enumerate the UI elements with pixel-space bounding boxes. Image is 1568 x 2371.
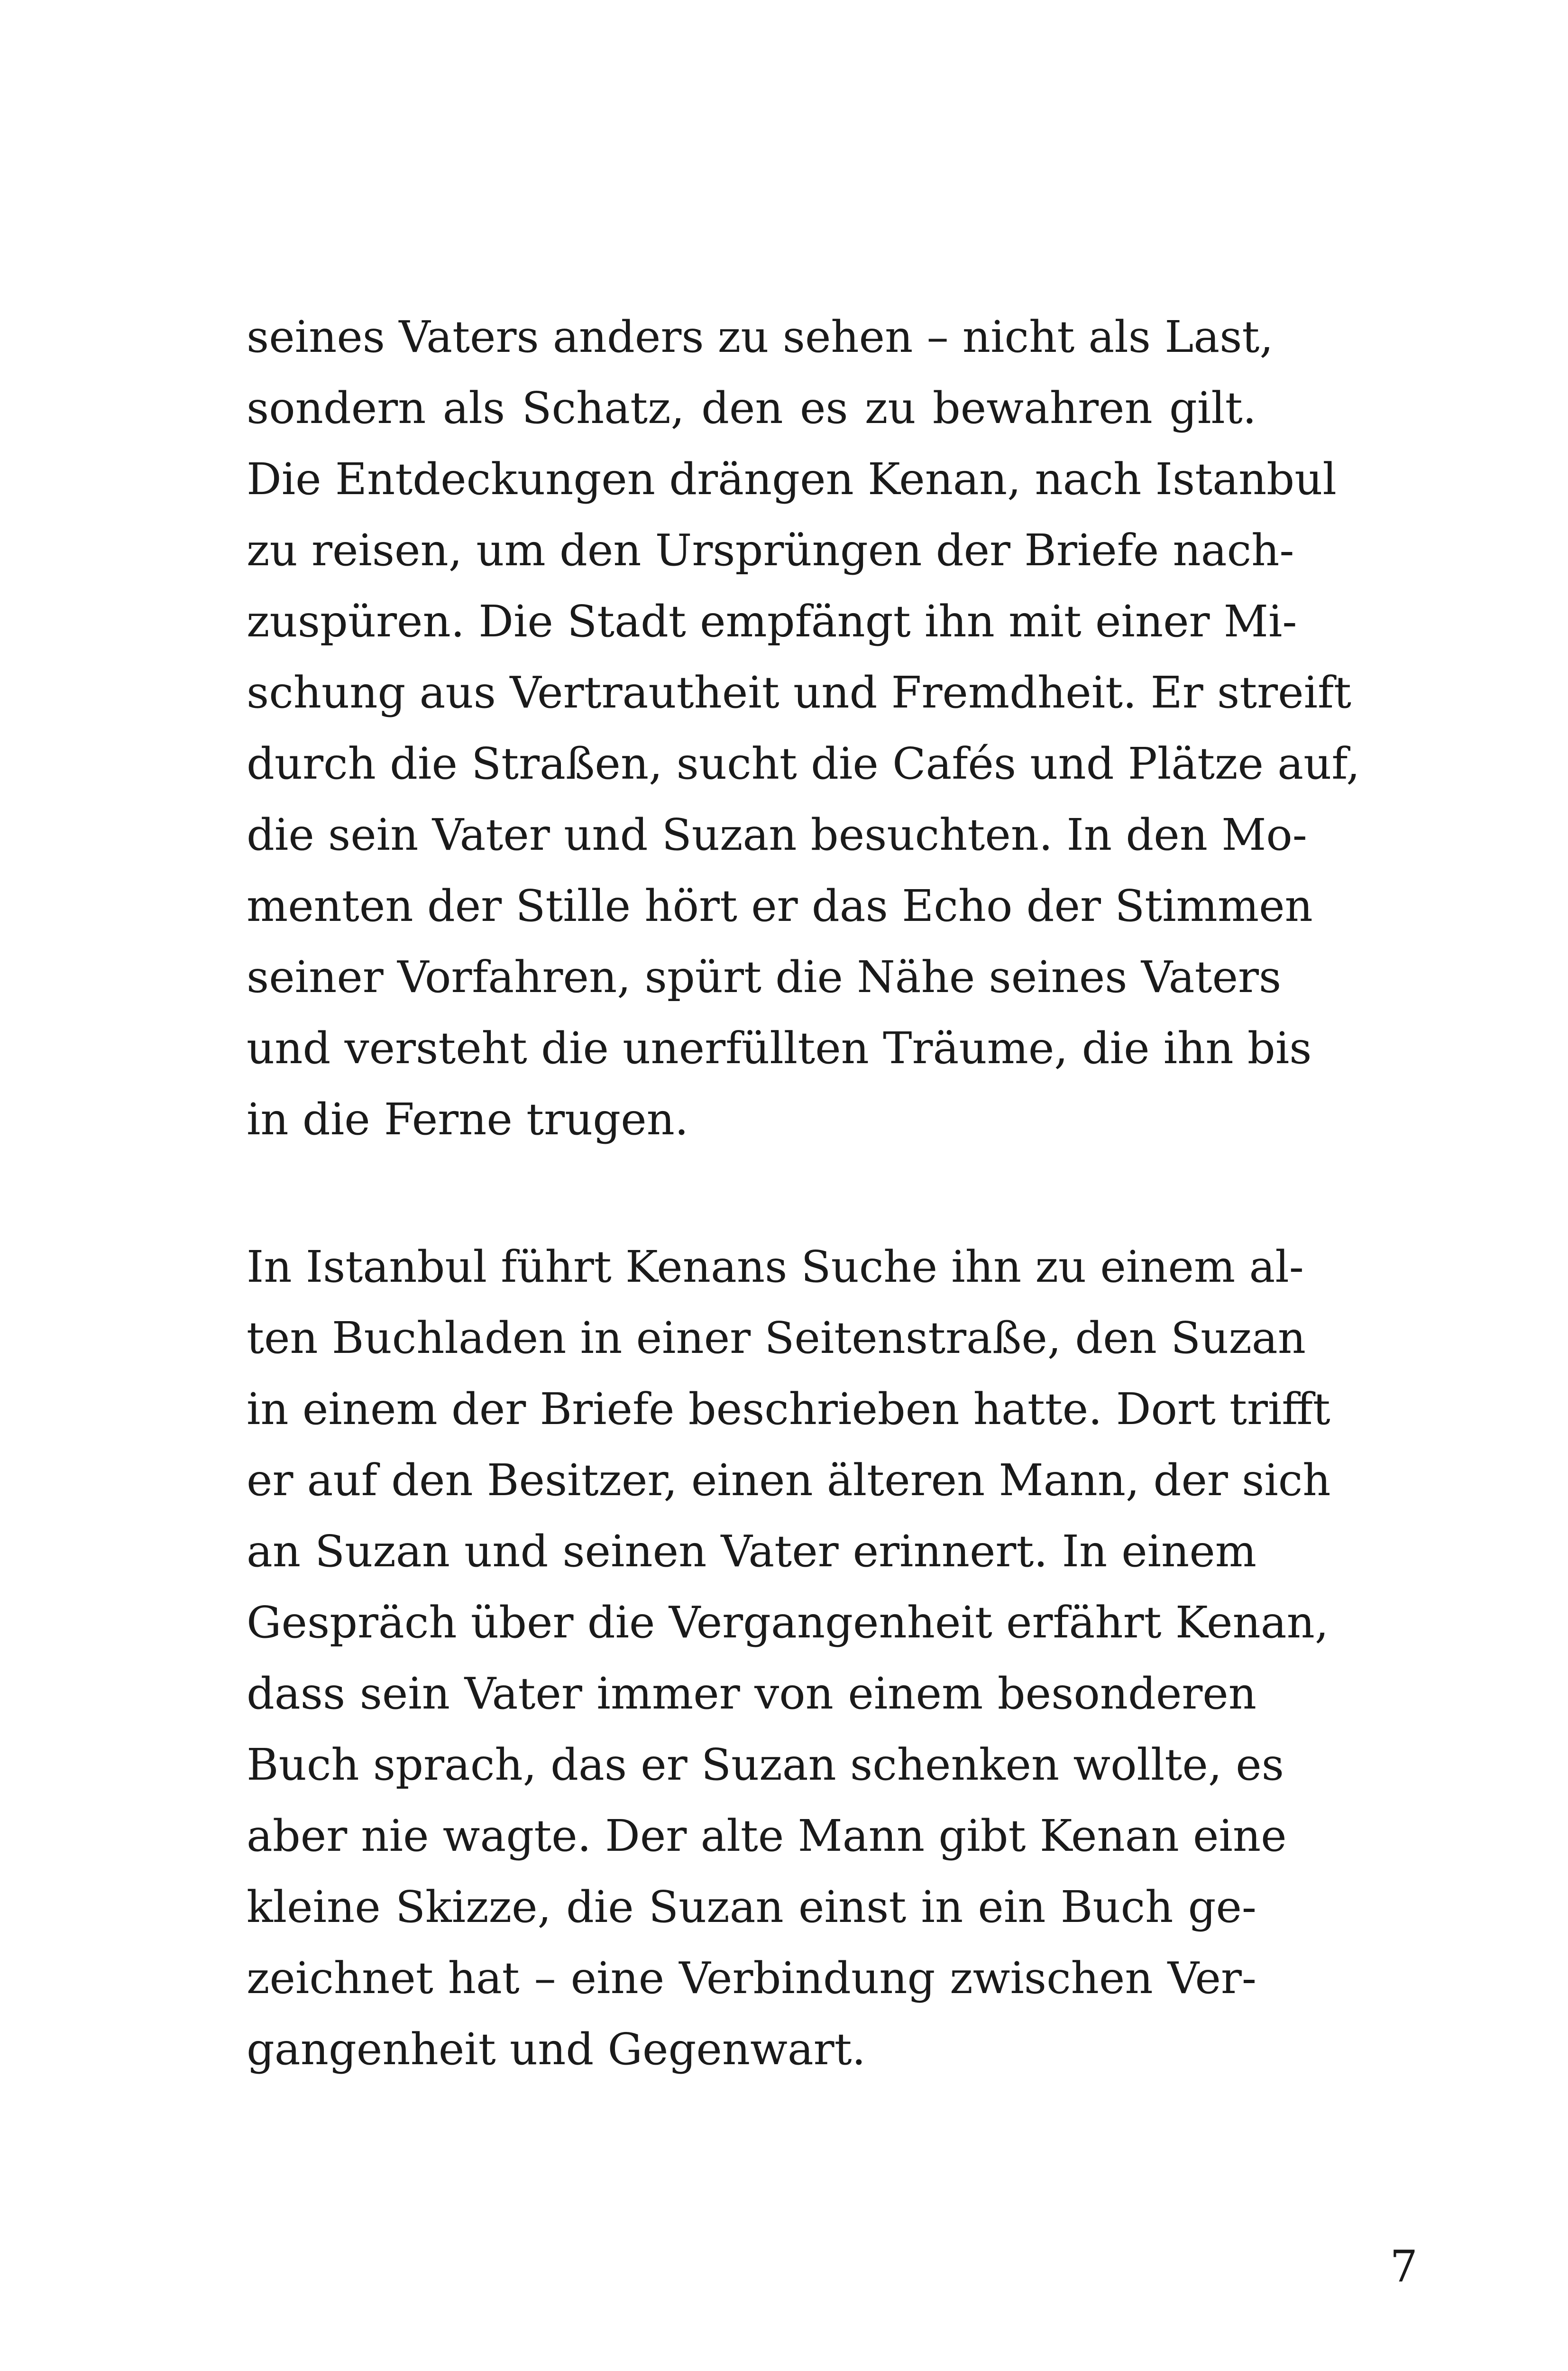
- text-line: und versteht die unerfüllten Träume, die ihn bis: [247, 1023, 1312, 1074]
- text-line: dass sein Vater immer von einem besonderen: [247, 1668, 1256, 1719]
- text-line: zu reisen, um den Ursprüngen der Briefe nach-: [247, 525, 1294, 576]
- text-line: schung aus Vertrautheit und Fremdheit. Er streift: [247, 667, 1352, 718]
- text-line: menten der Stille hört er das Echo der Stimmen: [247, 881, 1313, 931]
- text-line: in die Ferne trugen.: [247, 1094, 689, 1145]
- text-line: zeichnet hat – eine Verbindung zwischen Ver-: [247, 1953, 1256, 2003]
- text-line: zuspüren. Die Stadt empfängt ihn mit einer Mi-: [247, 596, 1297, 647]
- text-line: durch die Straßen, sucht die Cafés und Plätze auf,: [247, 738, 1360, 789]
- text-line: In Istanbul führt Kenans Suche ihn zu einem al-: [247, 1241, 1304, 1292]
- text-line: ten Buchladen in einer Seitenstraße, den Suzan: [247, 1313, 1306, 1363]
- text-line: er auf den Besitzer, einen älteren Mann, der sich: [247, 1455, 1331, 1506]
- text-line: Gespräch über die Vergangenheit erfährt Kenan,: [247, 1597, 1329, 1648]
- text-line: seines Vaters anders zu sehen – nicht als Last,: [247, 312, 1274, 362]
- text-line: in einem der Briefe beschrieben hatte. Dort trifft: [247, 1384, 1330, 1434]
- text-line: Buch sprach, das er Suzan schenken wollte, es: [247, 1739, 1284, 1790]
- text-line: sondern als Schatz, den es zu bewahren gilt.: [247, 383, 1256, 433]
- paragraph-1: [247, 302, 1360, 1155]
- text-line: Die Entdeckungen drängen Kenan, nach Istanbul: [247, 454, 1337, 505]
- text-line: aber nie wagte. Der alte Mann gibt Kenan eine: [247, 1810, 1287, 1861]
- text-line: seiner Vorfahren, spürt die Nähe seines Vaters: [247, 952, 1282, 1002]
- text-line: an Suzan und seinen Vater erinnert. In einem: [247, 1526, 1256, 1577]
- text-line: kleine Skizze, die Suzan einst in ein Buch ge-: [247, 1882, 1256, 1932]
- page-number: 7: [1390, 2241, 1418, 2292]
- text-line: gangenheit und Gegenwart.: [247, 2024, 866, 2075]
- text-line: die sein Vater und Suzan besuchten. In den Mo-: [247, 809, 1307, 860]
- paragraph-2: [247, 1231, 1331, 2085]
